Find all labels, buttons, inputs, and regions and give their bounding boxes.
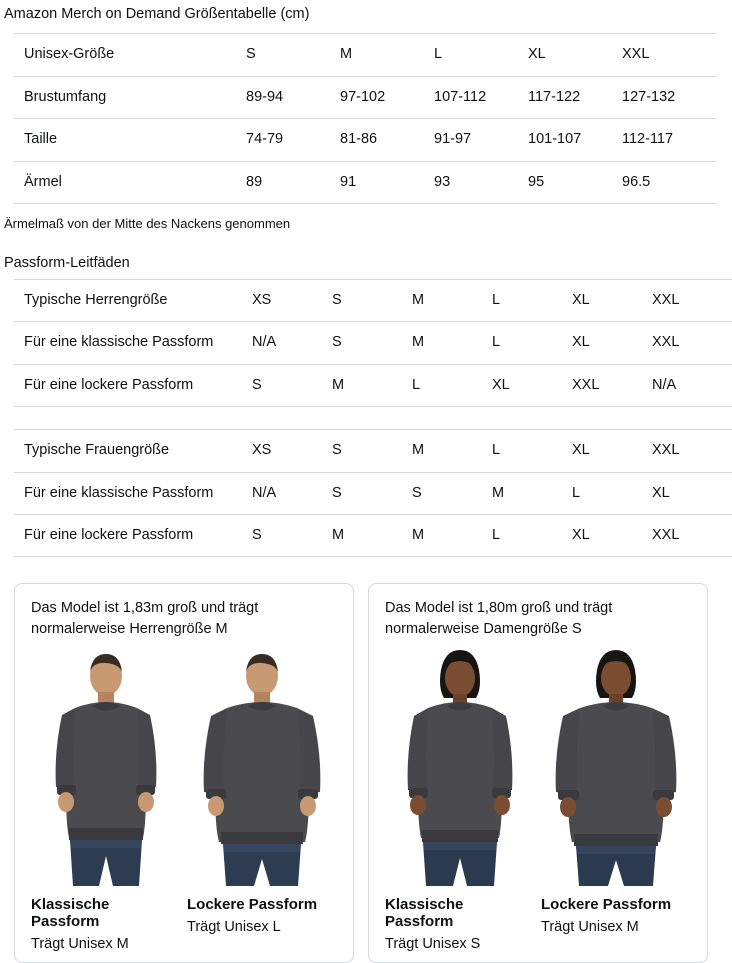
table-row (14, 279, 732, 321)
cell: XXL (652, 322, 732, 364)
cell: XL (572, 514, 652, 556)
fit-size: Trägt Unisex S (385, 936, 481, 953)
figure-label (385, 896, 535, 952)
cell: 91-97 (434, 119, 528, 161)
cell: N/A (252, 322, 332, 364)
cell: L (412, 364, 492, 406)
model-cards (14, 583, 708, 963)
cell: M (332, 514, 412, 556)
male-model-classic-fit-illustration (31, 646, 181, 886)
model-figure-loose-women (541, 646, 691, 886)
model-card-men (14, 583, 354, 963)
cell: S (412, 472, 492, 514)
model-figure-classic-women (385, 646, 535, 886)
table-spacer (0, 407, 720, 429)
figure-labels (31, 896, 337, 952)
row-label: Für eine lockere Passform (14, 514, 252, 556)
cell: XXL (652, 430, 732, 472)
fit-size: Trägt Unisex M (31, 936, 129, 953)
model-figure-classic-men (31, 646, 181, 886)
cell: 89-94 (246, 76, 340, 118)
cell: XXL (652, 514, 732, 556)
cell: N/A (652, 364, 732, 406)
cell: 107-112 (434, 76, 528, 118)
cell: S (252, 364, 332, 406)
figure-row (31, 646, 337, 886)
table-row (14, 34, 716, 76)
fit-size: Trägt Unisex M (541, 919, 639, 936)
cell: XL (492, 364, 572, 406)
figure-label (187, 896, 337, 952)
cell: L (492, 514, 572, 556)
cell: 81-86 (340, 119, 434, 161)
cell: M (412, 322, 492, 364)
cell: 93 (434, 161, 528, 203)
figure-label (31, 896, 181, 952)
cell: 89 (246, 161, 340, 203)
cell: L (492, 322, 572, 364)
model-card-women (368, 583, 708, 963)
cell: S (332, 322, 412, 364)
row-label: Ärmel (14, 161, 246, 203)
row-label: Für eine klassische Passform (14, 472, 252, 514)
page-title: Amazon Merch on Demand Größentabelle (cm) (4, 6, 310, 22)
cell: XL (572, 322, 652, 364)
fit-size: Trägt Unisex L (187, 919, 281, 936)
cell: M (412, 430, 492, 472)
cell: L (434, 34, 528, 76)
fit-name: Lockere Passform (187, 896, 318, 914)
cell: 95 (528, 161, 622, 203)
cell: L (492, 279, 572, 321)
mens-fit-table (14, 279, 732, 407)
table-row (14, 161, 716, 203)
table-row (14, 364, 732, 406)
cell: S (332, 472, 412, 514)
fit-name: Lockere Passform (541, 896, 672, 914)
cell: L (572, 472, 652, 514)
cell: N/A (252, 472, 332, 514)
cell: M (340, 34, 434, 76)
cell: XL (528, 34, 622, 76)
cell: L (492, 430, 572, 472)
fit-name: Klassische Passform (385, 896, 464, 931)
table-row (14, 430, 732, 472)
cell: 117-122 (528, 76, 622, 118)
cell: XXL (572, 364, 652, 406)
row-label: Taille (14, 119, 246, 161)
sleeve-measurement-note: Ärmelmaß von der Mitte des Nackens genommen (4, 215, 291, 231)
cell: M (412, 514, 492, 556)
figure-labels (385, 896, 691, 952)
row-label: Für eine klassische Passform (14, 322, 252, 364)
cell: 97-102 (340, 76, 434, 118)
cell: 112-117 (622, 119, 716, 161)
female-model-loose-fit-illustration (541, 646, 691, 886)
model-figure-loose-men (187, 646, 337, 886)
fit-name: Klassische Passform (31, 896, 110, 931)
cell: S (246, 34, 340, 76)
cell: 96.5 (622, 161, 716, 203)
male-model-loose-fit-illustration (187, 646, 337, 886)
cell: M (492, 472, 572, 514)
cell: XL (572, 430, 652, 472)
table-row (14, 119, 716, 161)
row-label: Typische Frauengröße (14, 430, 252, 472)
row-label: Für eine lockere Passform (14, 364, 252, 406)
cell: S (252, 514, 332, 556)
cell: 101-107 (528, 119, 622, 161)
table-row (14, 472, 732, 514)
cell: XS (252, 279, 332, 321)
cell: 91 (340, 161, 434, 203)
cell: 127-132 (622, 76, 716, 118)
row-label: Brustumfang (14, 76, 246, 118)
female-model-classic-fit-illustration (385, 646, 535, 886)
womens-fit-table (14, 429, 732, 557)
cell: XXL (622, 34, 716, 76)
cell: 74-79 (246, 119, 340, 161)
cell: XL (572, 279, 652, 321)
figure-label (541, 896, 691, 952)
figure-row (385, 646, 691, 886)
cell: S (332, 279, 412, 321)
fit-guides-heading: Passform-Leitfäden (4, 254, 130, 271)
model-caption: Das Model ist 1,80m groß und trägt normalerweise Damengröße S (385, 600, 613, 638)
cell: M (332, 364, 412, 406)
table-row (14, 76, 716, 118)
cell: XS (252, 430, 332, 472)
cell: S (332, 430, 412, 472)
row-label: Typische Herrengröße (14, 279, 252, 321)
cell: XXL (652, 279, 732, 321)
row-label: Unisex-Größe (14, 34, 246, 76)
table-row (14, 514, 732, 556)
unisex-size-table (14, 33, 716, 204)
model-caption: Das Model ist 1,83m groß und trägt normalerweise Herrengröße M (31, 600, 259, 638)
cell: XL (652, 472, 732, 514)
table-row (14, 322, 732, 364)
cell: M (412, 279, 492, 321)
